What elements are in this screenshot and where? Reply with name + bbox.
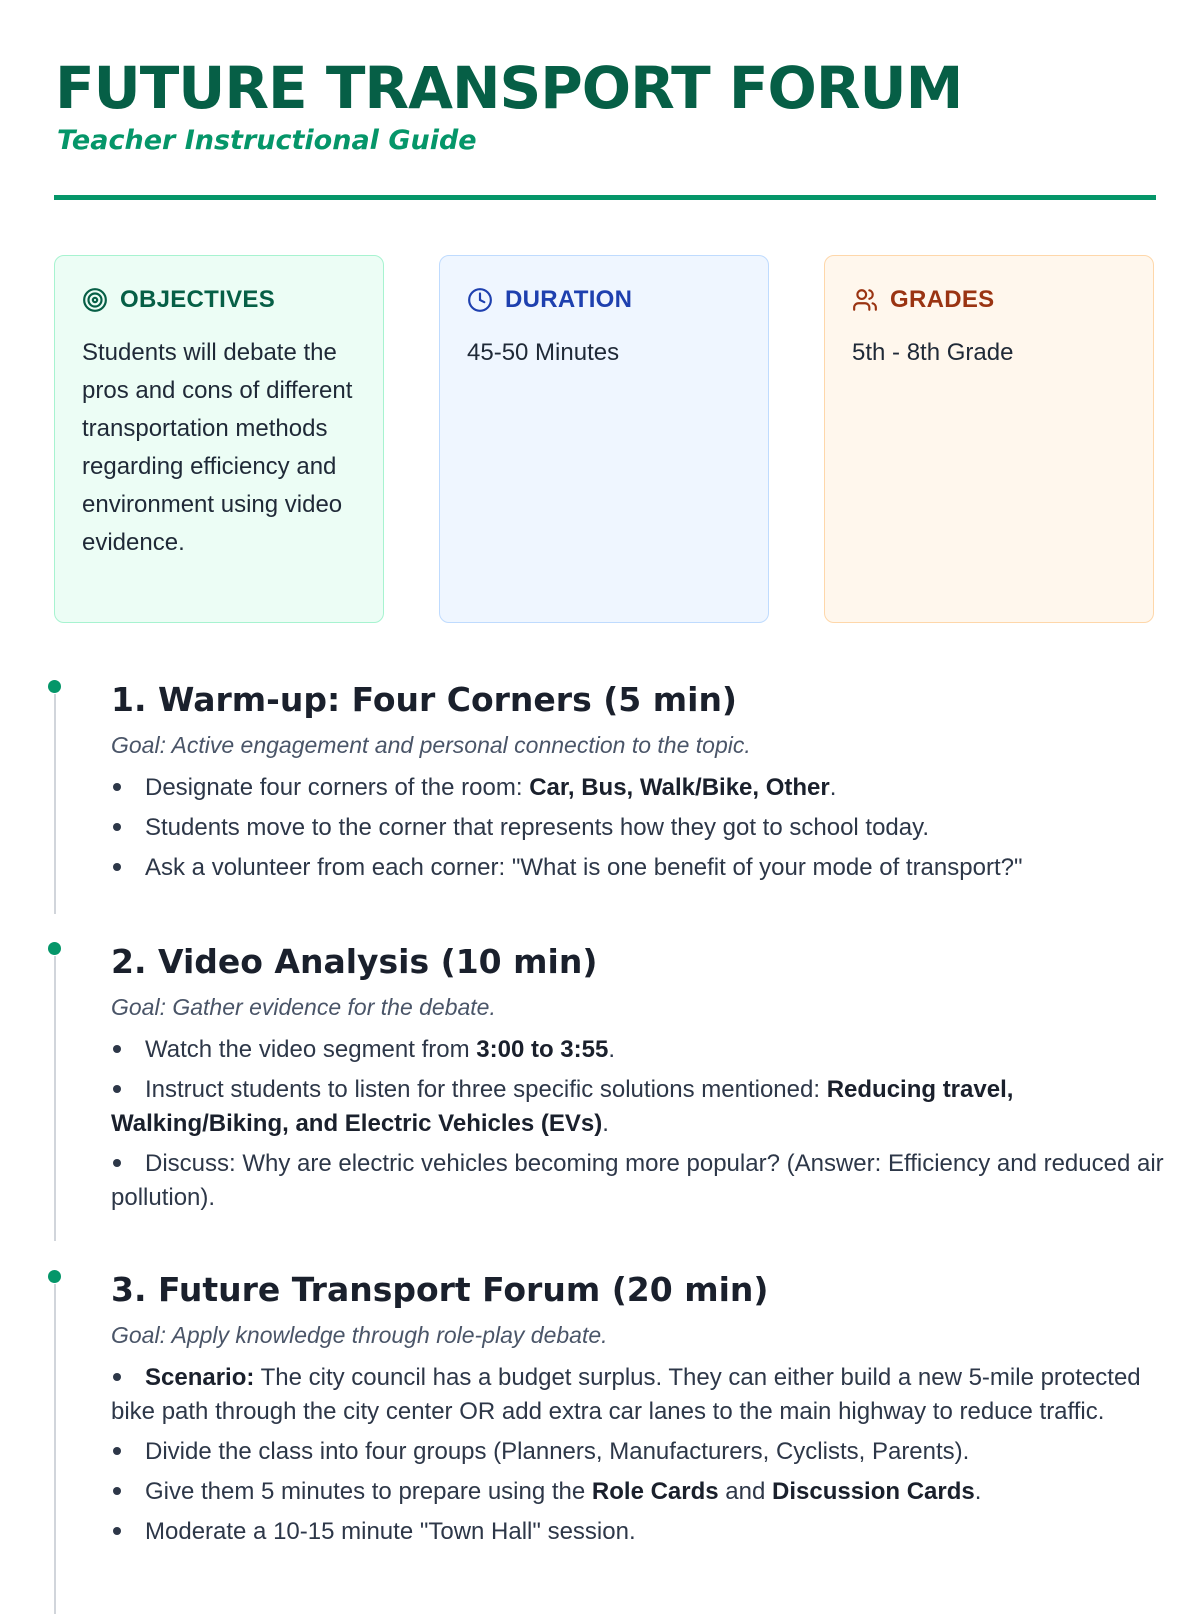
timeline-line xyxy=(54,956,56,1241)
objectives-card xyxy=(54,255,384,623)
bullet-item: Ask a volunteer from each corner: "What is one benefit of your mode of transport?" xyxy=(111,851,1164,885)
bullet-dot-icon xyxy=(113,863,121,871)
duration-card-header xyxy=(467,284,742,316)
timeline-line xyxy=(54,694,56,914)
timeline-dot xyxy=(48,942,61,955)
duration-text: 45-50 Minutes xyxy=(467,339,620,366)
section-bullets xyxy=(111,771,1164,885)
bullet-item: Students move to the corner that represents how they got to school today. xyxy=(111,811,1164,845)
timeline-line xyxy=(54,1284,56,1614)
users-icon xyxy=(852,287,878,313)
duration-card xyxy=(439,255,769,623)
section-title: 1. Warm-up: Four Corners (5 min) xyxy=(111,680,738,719)
objectives-card-header xyxy=(82,284,357,316)
page-subtitle: Teacher Instructional Guide xyxy=(57,125,477,156)
bullet-dot-icon xyxy=(113,1373,121,1381)
section-video-analysis xyxy=(54,942,1164,1221)
section-warm-up xyxy=(54,680,1164,891)
objectives-text: Students will debate the pros and cons of different transportation methods regarding efficiency and environment using video evidence. xyxy=(82,339,353,556)
page-header xyxy=(55,55,1155,156)
bullet-dot-icon xyxy=(113,823,121,831)
bullet-dot-icon xyxy=(113,1447,121,1455)
timeline-dot xyxy=(48,680,61,693)
objectives-label: OBJECTIVES xyxy=(120,286,276,313)
grades-text: 5th - 8th Grade xyxy=(852,339,1014,366)
bullet-item: Discuss: Why are electric vehicles becoming more popular? (Answer: Efficiency and reduced air pollution). xyxy=(111,1150,1164,1211)
bullet-item: Watch the video segment from 3:00 to 3:55. xyxy=(111,1033,1164,1067)
bullet-dot-icon xyxy=(113,1527,121,1535)
bullet-item: Divide the class into four groups (Planners, Manufacturers, Cyclists, Parents). xyxy=(111,1435,1164,1469)
bullet-item: Scenario: The city council has a budget surplus. They can either build a new 5-mile protected bike path through the city center OR add extra car lanes to the main highway to reduce traffic. xyxy=(111,1364,1141,1425)
section-title: 3. Future Transport Forum (20 min) xyxy=(111,1270,769,1309)
bullet-dot-icon xyxy=(113,1045,121,1053)
grades-card xyxy=(824,255,1154,623)
header-divider xyxy=(54,195,1156,200)
timeline-dot xyxy=(48,1270,61,1283)
bullet-dot-icon xyxy=(113,1487,121,1495)
bullet-item: Moderate a 10-15 minute "Town Hall" session. xyxy=(111,1515,1164,1549)
clock-icon xyxy=(467,287,493,313)
section-title: 2. Video Analysis (10 min) xyxy=(111,942,598,981)
grades-label: GRADES xyxy=(890,286,995,313)
section-bullets xyxy=(111,1033,1164,1215)
grades-card-header xyxy=(852,284,1127,316)
page-title: FUTURE TRANSPORT FORUM xyxy=(55,54,963,122)
section-bullets xyxy=(111,1361,1164,1549)
duration-label: DURATION xyxy=(505,286,633,313)
bullet-item: Instruct students to listen for three specific solutions mentioned: Reducing travel, Walking/Biking, and Electric Vehicles (EVs). xyxy=(111,1076,1014,1137)
bullet-dot-icon xyxy=(113,1159,121,1167)
section-goal: Goal: Gather evidence for the debate. xyxy=(111,994,496,1020)
section-goal: Goal: Apply knowledge through role-play debate. xyxy=(111,1322,608,1348)
bullet-item: Give them 5 minutes to prepare using the Role Cards and Discussion Cards. xyxy=(111,1475,1164,1509)
bullet-dot-icon xyxy=(113,783,121,791)
section-goal: Goal: Active engagement and personal connection to the topic. xyxy=(111,732,751,758)
section-transport-forum xyxy=(54,1270,1164,1555)
target-icon xyxy=(82,287,108,313)
bullet-dot-icon xyxy=(113,1085,121,1093)
bullet-item: Designate four corners of the room: Car, Bus, Walk/Bike, Other. xyxy=(111,771,1164,805)
